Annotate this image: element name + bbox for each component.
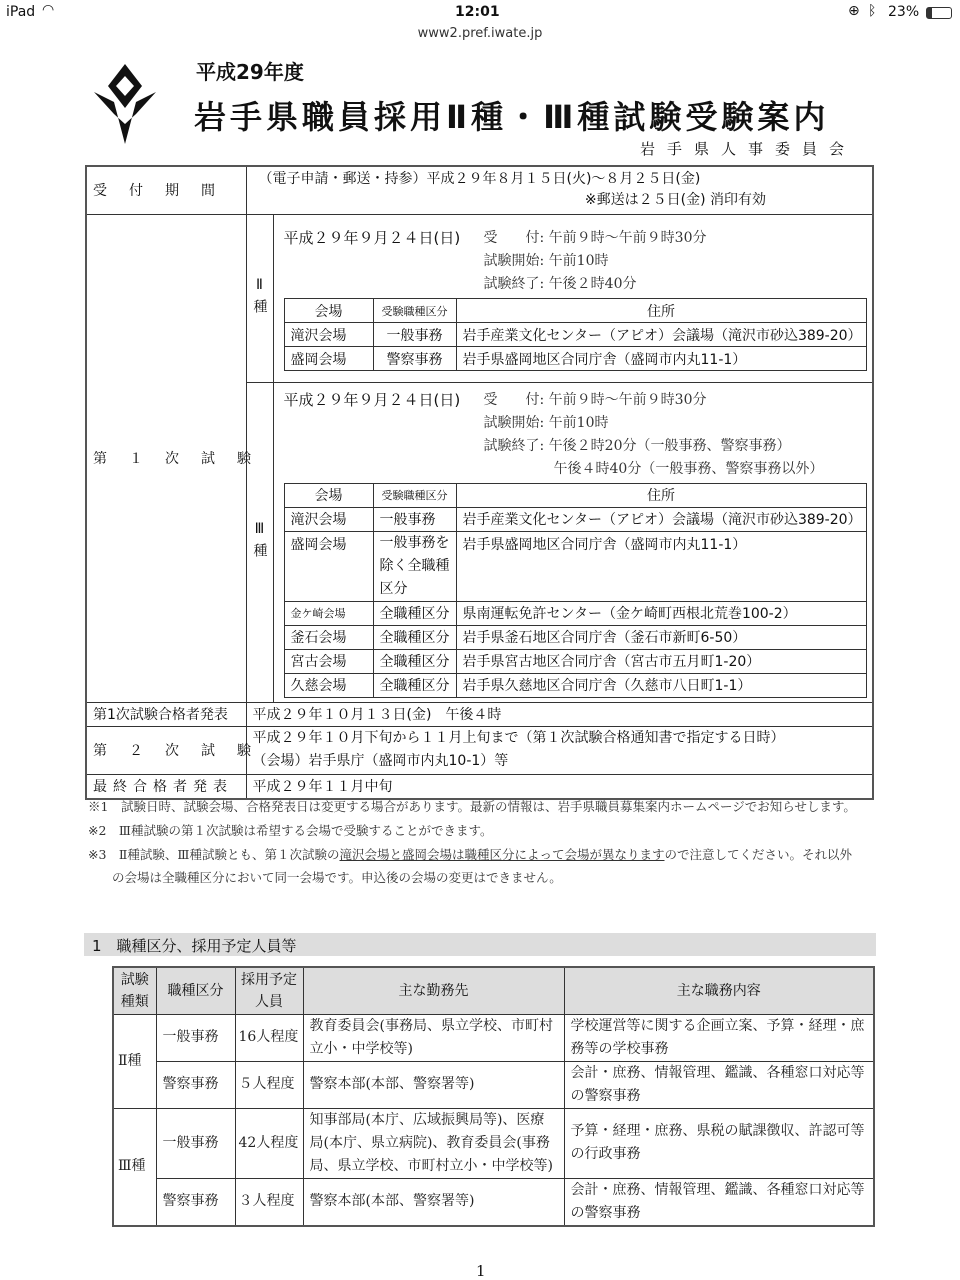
note-3-underlined: 滝沢会場と盛岡会場は職種区分によって会場が異なります (339, 847, 665, 862)
duties: 学校運営等に関する企画立案、予算・経理・庶務等の学校事務 (564, 1014, 874, 1061)
venue-category: 全職種区分 (373, 601, 456, 625)
exam-type: Ⅲ種 (113, 1108, 156, 1226)
venue-row (284, 601, 866, 625)
type3-end-time: 試験終了: 午後２時20分（一般事務、警察事務） (483, 437, 791, 454)
table-row (113, 1061, 874, 1108)
second-exam-venue: （会場）岩手県庁（盛岡市内丸10-1）等 (252, 753, 509, 769)
venue-category: 一般事務 (373, 507, 456, 531)
venue-header: 会場 (284, 483, 373, 507)
planned-count: 42人程度 (235, 1108, 303, 1178)
planned-count: 16人程度 (235, 1014, 303, 1061)
type3-label: Ⅲ種 (246, 382, 273, 702)
page-number: 1 (476, 1262, 486, 1280)
issuing-organization: 岩手県人事委員会 (640, 140, 857, 158)
note-1: ※1 試験日時、試験会場、合格発表日は変更する場合があります。最新の情報は、岩手県職員募集案内ホームページでお知らせします。 (88, 799, 856, 814)
venue-address: 県南運転免許センター（金ケ崎町西根北荒巻100-2） (456, 601, 866, 625)
venue-category: 一般事務を除く全職種区分 (373, 531, 456, 601)
first-pass-row (86, 702, 873, 726)
venue-category: 警察事務 (373, 347, 456, 371)
address-header: 住所 (456, 483, 866, 507)
reception-label: 受付期間 (86, 166, 246, 214)
venue-category: 一般事務 (373, 323, 456, 347)
note-2: ※2 Ⅲ種試験の第１次試験は希望する会場で受験することができます。 (88, 823, 493, 838)
col-category: 職種区分 (156, 967, 235, 1014)
table-row (113, 1014, 874, 1061)
type2-reception-time: 受 付: 午前９時～午前９時30分 (483, 230, 707, 246)
venue-name: 宮古会場 (284, 649, 373, 673)
venue-address: 岩手県盛岡地区合同庁舎（盛岡市内丸11-1） (456, 347, 866, 371)
venue-name: 盛岡会場 (284, 347, 373, 371)
duties: 会計・庶務、情報管理、鑑識、各種窓口対応等の警察事務 (564, 1178, 874, 1226)
venue-header: 会場 (284, 299, 373, 323)
type3-end-time-other: 午後４時40分（一般事務、警察事務以外） (483, 460, 824, 477)
category-header: 受験職種区分 (373, 483, 456, 507)
status-bar (0, 0, 960, 24)
prefecture-logo-icon (92, 62, 158, 146)
table-row (113, 1108, 874, 1178)
recruitment-table (112, 966, 875, 1227)
device-name: iPad (6, 4, 36, 20)
venue-name: 釜石会場 (284, 625, 373, 649)
wifi-icon: ◠ (42, 2, 55, 18)
final-pass-date: 平成２９年１１月中旬 (246, 774, 873, 799)
type2-date: 平成２９年９月２４日(日) (283, 229, 461, 247)
duties: 会計・庶務、情報管理、鑑識、各種窓口対応等の警察事務 (564, 1061, 874, 1108)
venue-category: 全職種区分 (373, 649, 456, 673)
orientation-lock-icon: ⊕ (848, 3, 860, 19)
reception-row (86, 166, 873, 214)
planned-count: ３人程度 (235, 1178, 303, 1226)
note-3: ※3 Ⅱ種試験、Ⅲ種試験とも、第１次試験の滝沢会場と盛岡会場は職種区分によって会場が異なりますので注意してください。それ以外 (88, 847, 853, 862)
venue-address: 岩手県久慈地区合同庁舎（久慈市八日町1-1） (456, 673, 866, 697)
category: 一般事務 (156, 1014, 235, 1061)
type2-end-time: 試験終了: 午後２時40分 (483, 276, 637, 292)
venue-address: 岩手県釜石地区合同庁舎（釜石市新町6-50） (456, 625, 866, 649)
battery-icon (926, 7, 952, 19)
workplace: 警察本部(本部、警察署等) (303, 1061, 564, 1108)
address-header: 住所 (456, 299, 866, 323)
venue-address: 岩手県盛岡地区合同庁舎（盛岡市内丸11-1） (456, 531, 866, 601)
workplace: 教育委員会(事務局、県立学校、市町村立小・中学校等) (303, 1014, 564, 1061)
type2-venue-table (284, 298, 867, 371)
venue-category: 全職種区分 (373, 673, 456, 697)
category-header: 受験職種区分 (373, 299, 456, 323)
category: 警察事務 (156, 1178, 235, 1226)
venue-category: 全職種区分 (373, 625, 456, 649)
venue-name: 滝沢会場 (284, 323, 373, 347)
venue-row (284, 531, 866, 601)
planned-count: ５人程度 (235, 1061, 303, 1108)
fiscal-year: 平成29年度 (196, 60, 304, 84)
type3-venue-table (284, 483, 867, 698)
venue-name: 盛岡会場 (284, 531, 373, 601)
category: 警察事務 (156, 1061, 235, 1108)
col-workplace: 主な勤務先 (303, 967, 564, 1014)
type2-start-time: 試験開始: 午前10時 (483, 253, 609, 269)
second-exam-row (86, 726, 873, 774)
type3-start-time: 試験開始: 午前10時 (483, 414, 609, 431)
first-pass-label: 第1次試験合格者発表 (86, 702, 246, 726)
page-title: 岩手県職員採用Ⅱ種・Ⅲ種試験受験案内 (194, 98, 830, 136)
venue-row (284, 507, 866, 531)
section-heading: 1 職種区分、採用予定人員等 (84, 933, 876, 956)
final-pass-row (86, 774, 873, 799)
first-pass-date: 平成２９年１０月１３日(金) 午後４時 (246, 702, 873, 726)
venue-row (284, 323, 866, 347)
venue-address: 岩手産業文化センター（アピオ）会議場（滝沢市砂込389-20） (456, 323, 866, 347)
venue-row (284, 625, 866, 649)
table-row (113, 1178, 874, 1226)
col-planned: 採用予定人員 (235, 967, 303, 1014)
reception-period: （電子申請・郵送・持参）平成２９年８月１５日(火)～８月２５日(金) (258, 171, 701, 188)
clock: 12:01 (455, 4, 500, 20)
first-exam-type2-row (86, 214, 873, 382)
second-exam-label: 第２次試験 (86, 726, 246, 774)
second-exam-date: 平成２９年１０月下旬から１１月上旬まで（第１次試験合格通知書で指定する日時） (252, 730, 785, 746)
category: 一般事務 (156, 1108, 235, 1178)
venue-row (284, 649, 866, 673)
note-3-cont: の会場は全職種区分において同一会場です。申込後の会場の変更はできません。 (112, 870, 562, 885)
workplace: 知事部局(本庁、広域振興局等)、医療局(本庁、県立病院)、教育委員会(事務局、県立学校、市町村立小・中学校等) (303, 1108, 564, 1178)
bluetooth-icon: ᛒ (868, 3, 877, 19)
exam-type: Ⅱ種 (113, 1014, 156, 1108)
venue-name: 金ケ崎会場 (284, 601, 373, 625)
col-duties: 主な職務内容 (564, 967, 874, 1014)
venue-row (284, 347, 866, 371)
venue-address: 岩手県宮古地区合同庁舎（宮古市五月町1-20） (456, 649, 866, 673)
col-exam-type: 試験種類 (113, 967, 156, 1014)
workplace: 警察本部(本部、警察署等) (303, 1178, 564, 1226)
reception-mail-note: ※郵送は２５日(金) 消印有効 (584, 192, 766, 209)
type3-date: 平成２９年９月２４日(日) (283, 390, 461, 409)
venue-row (284, 673, 866, 697)
duties: 予算・経理・庶務、県税の賦課徴収、許認可等の行政事務 (564, 1108, 874, 1178)
battery-percent: 23% (888, 4, 920, 20)
type2-label: Ⅱ種 (246, 214, 273, 382)
first-exam-label: 第１次試験 (86, 214, 246, 702)
schedule-table (85, 165, 874, 800)
venue-name: 滝沢会場 (284, 507, 373, 531)
venue-address: 岩手産業文化センター（アピオ）会議場（滝沢市砂込389-20） (456, 507, 866, 531)
type3-reception-time: 受 付: 午前９時～午前９時30分 (483, 391, 707, 408)
venue-name: 久慈会場 (284, 673, 373, 697)
final-pass-label: 最終合格者発表 (86, 774, 246, 799)
url-bar[interactable]: www2.pref.iwate.jp (417, 26, 543, 41)
